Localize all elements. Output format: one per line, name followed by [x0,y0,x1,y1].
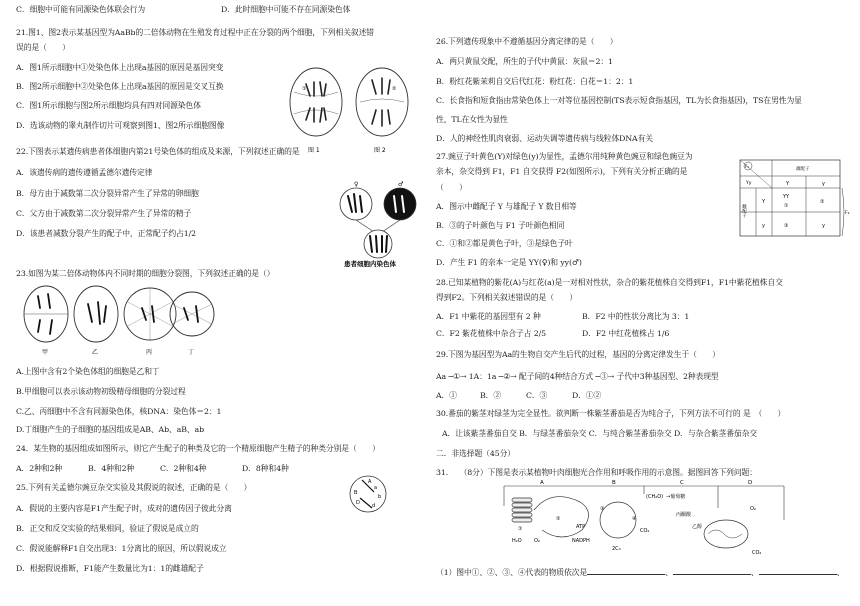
q22-option-b: B．母方由于减数第二次分裂异常产生了异常的卵细胞 [16,189,199,198]
section-2-heading: 二．非选择题（45分） [436,449,515,458]
q27-punnett-table [738,158,852,240]
q29-stem: 29.下图为基因型为Aa的生物自交产生后代的过程，基因的分离定律发生于（ ） [436,350,720,359]
diagram-o2-right: O₂ [750,506,756,512]
q20-option-c: C．细胞中可能有同源染色体联会行为 [16,5,146,14]
q25-option-c: C．假说能解释F1自交出现3：1分离比的原因，所以假说成立 [16,544,227,553]
q29-option-d: D．①② [572,391,602,400]
fig2-label: 图 2 [374,147,386,154]
q23-option-c: C.乙、丙细胞中不含有同源染色体，核DNA：染色体＝2：1 [16,407,222,416]
label-bing: 丙 [146,349,153,356]
q25-option-b: B．正交和反交实验的结果相同，验证了假说是成立的 [16,524,199,533]
answer-blank-1[interactable] [587,566,665,575]
female-symbol: ♀ [354,181,359,188]
q24-option-d: D．8种和4种 [242,464,289,473]
q28-option-c: C．F2 紫花植株中杂合子占 2/5 [436,329,547,338]
q25-option-d: D．根据假说推断，F1能产生数量比为1：1的雌雄配子 [16,564,204,573]
q31-stem: 31. （8分）下图是表示某植物叶肉细胞光合作用和呼吸作用的示意图。据图回答下列问题： [436,468,757,477]
q21-option-b: B．图2所示细胞中②处染色体上出现a基因的原因是交叉互换 [16,82,224,91]
gene-d: d [372,503,376,509]
table-f2: F₂ [845,211,850,216]
calvin-cycle-circle [600,502,636,538]
q31-sub-1-text: （1）图中①、②、③、④代表的物质依次是 [436,568,588,577]
gene-b: b [378,494,382,500]
q27-option-c: C．①和②都是黄色子叶，③是绿色子叶 [436,239,573,248]
svg-text:①: ① [302,86,307,92]
diagram-ethanol: 乙醇 [692,524,703,530]
q21-option-c: C．图1所示细胞与图2所示细胞均具有四对同源染色体 [16,101,201,110]
q27-stem-3: （ ） [436,183,467,192]
cell-yi [74,286,118,342]
diagram-glucose: →葡萄糖 [666,494,686,500]
table-cell-y: y [822,223,825,229]
diagram-ch2o: (CH₂O) [646,494,664,500]
gene-B: B [354,490,358,496]
cell-1-outline [290,68,342,136]
table-row-Y: Y [762,199,766,205]
fig1-label: 图 1 [308,147,320,154]
q27-stem-1: 27.豌豆子叶黄色(Y)对绿色(y)为显性，孟德尔用纯种黄色豌豆和绿色豌豆为 [436,152,693,161]
q23-option-d: D.丁细胞产生的子细胞的基因组成是AB、Ab、aB、ab [16,425,204,434]
label-ding: 丁 [188,349,195,356]
svg-text:②: ② [392,86,397,92]
gene-a: a [374,485,378,491]
q21-option-d: D．选该动物的睾丸制作切片可观察到图1、图2所示细胞图像 [16,121,225,130]
table-row-y: y [762,223,765,229]
mitochondrion-shape [704,520,748,548]
svg-text:④: ④ [632,516,637,522]
diagram-pyruvate: 丙酮酸 [676,512,692,518]
q27-stem-2: 亲本，杂交得到 F1，F1 自交获得 F2(如图所示)，下列有关分析正确的是 [436,167,688,176]
q29-flow: Aa ─①→ 1A：1a ─②→ 配子间的4种结合方式 ─③→ 子代中3种基因型、2种表现型 [436,372,719,381]
q23-option-b: B.甲细胞可以表示该动物初级精母细胞的分裂过程 [16,387,186,396]
diagram-co2-right: CO₂ [752,550,762,556]
male-symbol: ♂ [398,181,404,188]
q26-option-b: B．粉红花紫茉莉自交后代红花：粉红花：白花＝1：2：1 [436,77,634,86]
svg-text:②: ② [556,516,561,522]
q24-gene-figure [348,474,388,514]
q30-options: A．让该紫茎番茄自交 B．与绿茎番茄杂交 C．与纯合紫茎番茄杂交 D．与杂合紫茎番茄杂交 [442,429,758,438]
q21-stem-2: 误的是（ ） [16,43,70,52]
q24-stem: 24．某生物的基因组成如图所示，则它产生配子的种类及它的一个精原细胞产生精子的种类分别是（ ） [16,444,380,453]
q20-option-d: D．此时细胞中可能不存在同源染色体 [221,5,351,14]
q25-option-a: A．假说的主要内容是F1产生配子时，成对的遗传因子彼此分离 [16,504,232,513]
q25-stem: 25.下列有关孟德尔豌豆杂交实验及其假说的叙述，正确的是（ ） [16,483,252,492]
diagram-h2o: H₂O [512,538,522,544]
q22-chromosome-figure [330,178,424,268]
q27-option-a: A．图示中雌配子 Y 与雄配子 Y 数目相等 [436,202,577,211]
q31-photosynthesis-diagram [494,480,794,562]
q24-option-c: C．2种和4种 [160,464,207,473]
table-col-y: y [822,181,825,187]
diagram-o2: O₂ [534,538,540,544]
q28-stem-1: 28.已知某植物的紫花(A)与红花(a)是一对相对性状，杂合的紫花植株自交得到F1，F1中紫花植株自交 [436,278,783,287]
q23-cell-figures [20,282,216,358]
q22-stem: 22.下图表示某遗传病患者体细胞内第21号染色体的组成及来源，下列叙述正确的是 [16,147,300,156]
answer-blank-3[interactable] [759,566,837,575]
q22-option-d: D．该患者减数分裂产生的配子中，正常配子约占1/2 [16,229,197,238]
table-col-Y: Y [786,181,790,187]
table-cell-3: ③ [784,223,789,229]
q29-option-c: C．③ [526,391,548,400]
q26-option-d: D．人的神经性肌肉衰弱、运动失调等遗传病与线粒体DNA有关 [436,134,653,143]
diagram-D: D [748,480,753,486]
label-jia: 甲 [42,349,49,356]
q21-cell-figures [284,56,416,166]
gene-A: A [368,479,372,485]
table-cell-YY: YY [783,194,790,200]
q22-option-a: A．该遗传病的遗传遵循孟德尔遗传定律 [16,168,153,177]
diagram-A: A [540,480,544,486]
q26-option-c-1: C．长食指和短食指由常染色体上一对等位基因控制(TS表示短食指基因，TL为长食指基因)，TS在男性为显 [436,96,802,105]
table-female-gamete: 雌配子 [741,204,747,218]
svg-text:③: ③ [600,506,605,512]
q23-stem: 23.如图为某二倍体动物体内不同时期的细胞分裂图，下列叙述正确的是（） [16,269,275,278]
q26-stem: 26.下列遗传现象中不遵循基因分离定律的是（ ） [436,37,618,46]
q28-stem-2: 得到F2。下列相关叙述错误的是（ ） [436,293,578,302]
patient-cell-circle [364,230,392,258]
q22-figure-caption: 患者细胞内染色体 [344,260,396,268]
diagram-C: C [680,480,684,486]
q24-option-a: A．2种和2种 [16,464,63,473]
svg-text:①: ① [518,526,523,532]
q21-stem-1: 21.图1、图2表示某基因型为AaBb的二倍体动物在生殖发育过程中正在分裂的两个细胞，下列相关叙述错 [16,28,374,37]
q31-sub-question-1: （1）图中①、②、③、④代表的物质依次是 、 、 、 [436,568,845,577]
table-f1: F₁ [745,164,749,169]
diagram-atp: ATP [576,524,586,530]
q26-option-c-2: 性，TL在女性为显性 [436,115,508,124]
gene-D: D [356,500,360,506]
label-yi: 乙 [92,349,99,356]
q23-option-a: A.上图中含有2个染色体组的细胞是乙和丁 [16,367,160,376]
q30-stem: 30.番茄的紫茎对绿茎为完全显性。欲判断一株紫茎番茄是否为纯合子，下列方法不可行的 是 （ ） [436,409,786,418]
table-male-gamete: 雄配子 [796,167,810,172]
diagram-B: B [612,480,616,486]
answer-blank-2[interactable] [673,566,751,575]
table-cell-1: ① [784,203,789,209]
diagram-c5: 2C₃ [612,546,621,552]
q29-option-a: A．① [436,391,457,400]
q21-option-a: A．图1所示细胞中①处染色体上出现a基因的原因是基因突变 [16,63,224,72]
q28-option-a: A．F1 中紫花的基因型有 2 种 [436,312,541,321]
q28-option-d: D．F2 中红花植株占 1/6 [582,329,670,338]
q29-option-b: B．② [480,391,502,400]
table-yy-top: Yy [746,181,752,186]
diagram-co2: CO₂ [640,528,650,534]
q22-option-c: C．父方由于减数第二次分裂异常产生了异常的精子 [16,209,192,218]
q24-option-b: B．4种和2种 [88,464,135,473]
table-cell-2: ② [820,199,825,205]
diagram-nadph: NADPH [572,538,590,544]
q27-option-d: D．产生 F1 的亲本一定是 YY(♀)和 yy(♂) [436,258,582,267]
q26-option-a: A．两只黄鼠交配，所生的子代中黄鼠：灰鼠＝2：1 [436,57,613,66]
q27-option-b: B．③的子叶颜色与 F1 子叶颜色相同 [436,221,565,230]
q28-option-b: B．F2 中的性状分离比为 3：1 [582,312,690,321]
sperm-cell-circle [384,188,416,220]
